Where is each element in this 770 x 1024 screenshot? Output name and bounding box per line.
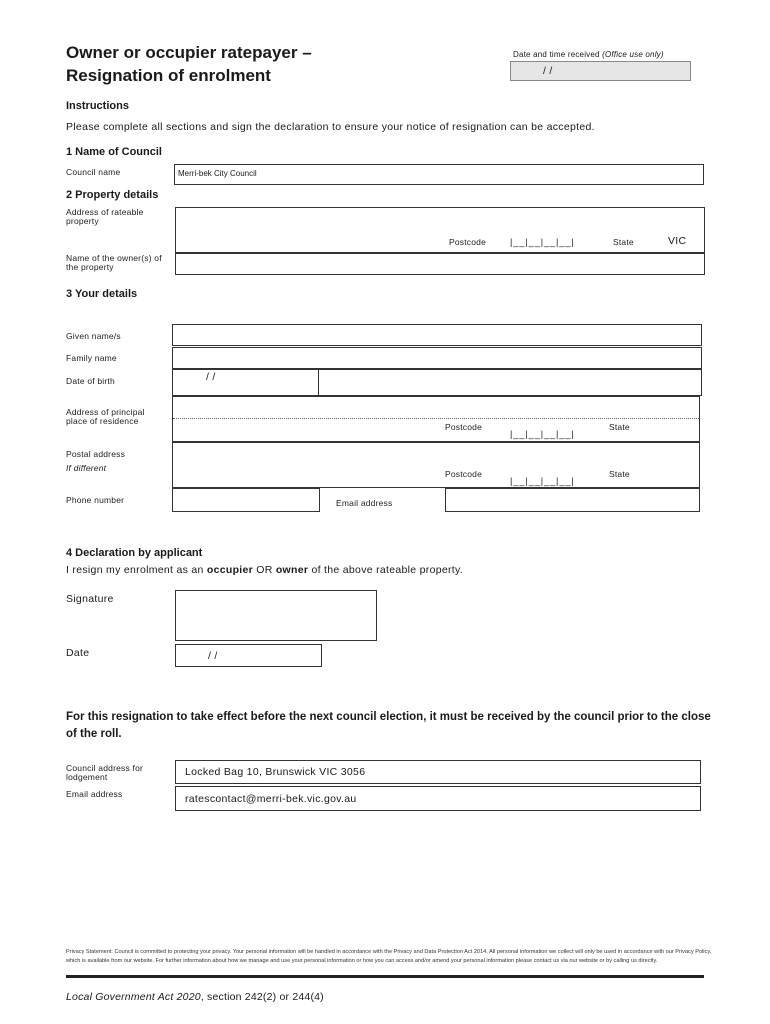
phone-label: Phone number [66, 495, 125, 505]
footer-rule [66, 975, 704, 978]
section2-heading: 2 Property details [66, 189, 159, 201]
lodgement-address-value: Locked Bag 10, Brunswick VIC 3056 [185, 766, 366, 778]
instructions-text: Please complete all sections and sign the declaration to ensure your notice of resignation can be accepted. [66, 121, 595, 133]
office-use-label: Date and time received (Office use only) [513, 50, 664, 59]
dob-adjacent-cell [318, 369, 702, 396]
instructions-heading: Instructions [66, 100, 129, 112]
postal-address-field[interactable] [172, 442, 700, 488]
council-name-field[interactable] [174, 164, 704, 185]
postal-postcode-boxes[interactable]: |__|__|__|__| [510, 476, 575, 486]
property-postcode-boxes[interactable]: |__|__|__|__| [510, 237, 575, 247]
property-state-value: VIC [668, 235, 687, 247]
dob-label: Date of birth [66, 376, 115, 386]
form-title-line1: Owner or occupier ratepayer – [66, 43, 312, 62]
election-notice: For this resignation to take effect before the next council election, it must be received by the council prior to the close of the roll. [66, 711, 711, 740]
postal-address-label: Postal address [66, 449, 126, 459]
phone-field[interactable] [172, 488, 320, 512]
given-name-field[interactable] [172, 324, 702, 346]
lodgement-address-field [175, 760, 701, 784]
family-name-field[interactable] [172, 347, 702, 369]
owner-name-label: Name of the owner(s) of the property [66, 253, 162, 272]
residence-postcode-boxes[interactable]: |__|__|__|__| [510, 429, 575, 439]
residence-address-label: Address of principal place of residence [66, 407, 145, 426]
declaration-date-field[interactable] [175, 644, 322, 667]
residence-postcode-label: Postcode [445, 422, 483, 432]
property-state-label: State [613, 237, 634, 247]
lodgement-email-value: ratescontact@merri-bek.vic.gov.au [185, 793, 357, 805]
form-title-line2: Resignation of enrolment [66, 66, 271, 85]
council-name-label: Council name [66, 167, 121, 177]
office-date-field[interactable]: / / [510, 61, 691, 81]
section3-heading: 3 Your details [66, 288, 138, 300]
given-name-label: Given name/s [66, 331, 121, 341]
dob-value: / / [206, 371, 216, 383]
declaration-date-value: / / [208, 650, 218, 662]
residence-address-field[interactable] [172, 396, 700, 442]
postal-state-label: State [609, 469, 630, 479]
section4-heading: 4 Declaration by applicant [66, 547, 203, 559]
property-address-field[interactable] [175, 207, 705, 253]
email-field[interactable] [445, 488, 700, 512]
lodgement-address-label: Council address for lodgement [66, 763, 144, 782]
owner-name-field[interactable] [175, 253, 705, 275]
legislation-reference: Local Government Act 2020, section 242(2) or 244(4) [66, 991, 324, 1003]
lodgement-email-label: Email address [66, 789, 123, 799]
residence-address-divider [173, 418, 699, 419]
property-address-label: Address of rateable property [66, 207, 144, 226]
lodgement-email-field [175, 786, 701, 811]
council-name-value: Merri-bek City Council [178, 169, 257, 178]
property-postcode-label: Postcode [449, 237, 487, 247]
residence-state-label: State [609, 422, 630, 432]
declaration-text: I resign my enrolment as an occupier OR owner of the above rateable property. [66, 564, 464, 576]
section1-heading: 1 Name of Council [66, 146, 162, 158]
signature-field[interactable] [175, 590, 377, 641]
email-label: Email address [336, 498, 393, 508]
postal-address-note: If different [66, 463, 107, 473]
dob-field[interactable] [172, 369, 319, 396]
family-name-label: Family name [66, 353, 117, 363]
signature-label: Signature [66, 593, 114, 605]
declaration-date-label: Date [66, 647, 90, 659]
postal-postcode-label: Postcode [445, 469, 483, 479]
privacy-statement: Privacy Statement: Council is committed to protecting your privacy. Your personal information will be handled in accordance with the Privacy and Data Protection Act 2014. All personal information we collect will only be used in accordance with our Privacy Policy, which is available from our website. For further information about how we manage and use your personal information or how you can access and/or amend your personal information please contact us via our website or by calling us directly. [66, 949, 712, 964]
